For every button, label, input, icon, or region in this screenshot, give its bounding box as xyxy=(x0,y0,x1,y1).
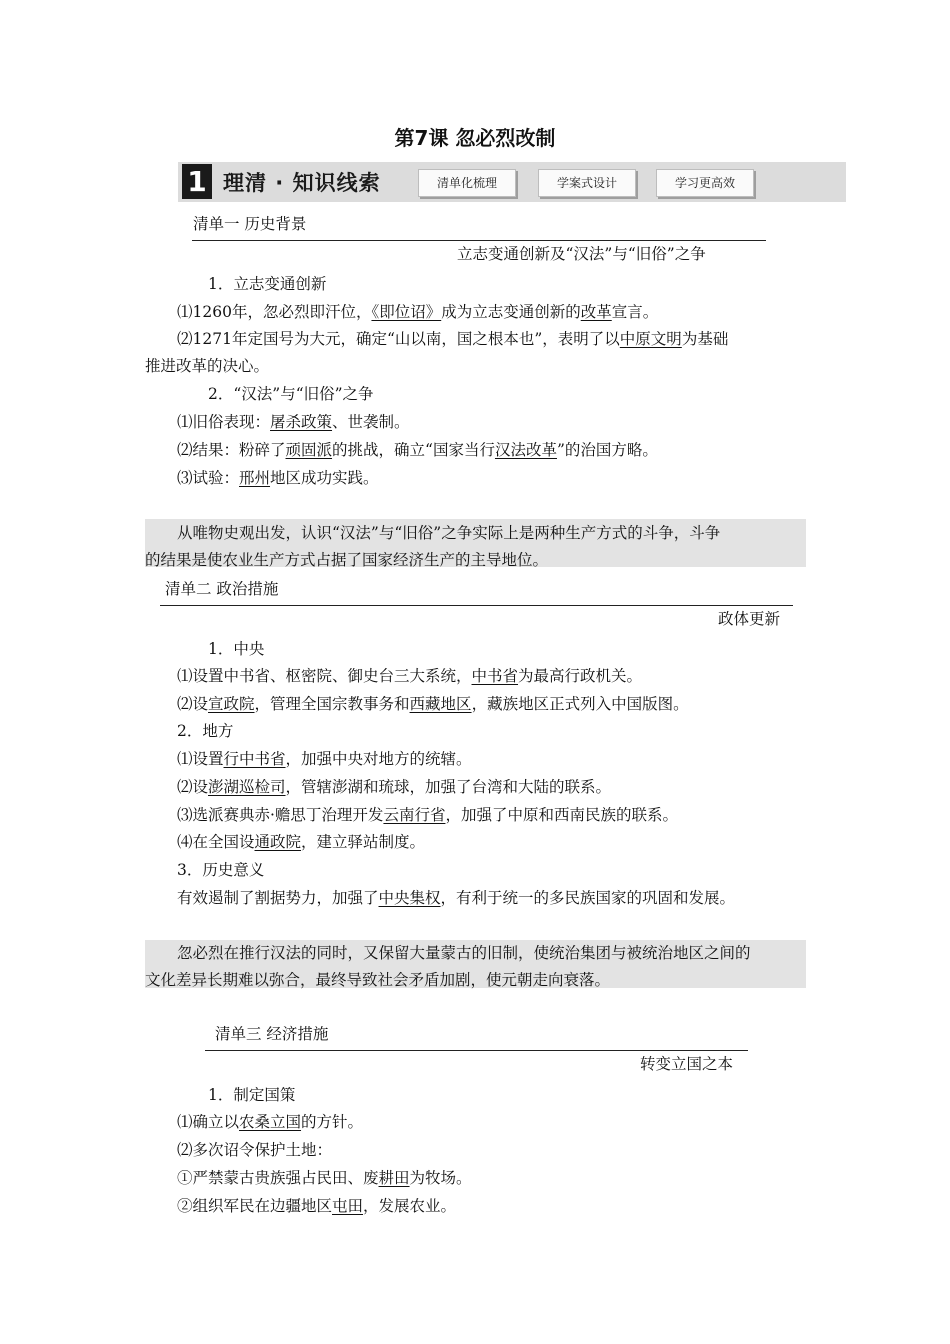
paragraph: ⑵多次诏令保护土地： xyxy=(177,1141,333,1159)
paragraph: ⑴旧俗表现：屠杀政策、世袭制。 xyxy=(177,413,410,431)
paragraph: ⑷在全国设通政院，建立驿站制度。 xyxy=(177,833,426,851)
banner-tag-2: 学案式设计 xyxy=(538,169,636,197)
note-text: 文化差异长期难以弥合，最终导致社会矛盾加剧，使元朝走向衰落。 xyxy=(145,971,611,989)
section-1-rule xyxy=(192,240,766,241)
list-item: 2．“汉法”与“旧俗”之争 xyxy=(208,385,374,403)
page-title: 第7课 忽必烈改制 xyxy=(394,126,556,150)
paragraph: ⑶试验：邢州地区成功实践。 xyxy=(177,469,379,487)
note-text: 从唯物史观出发，认识“汉法”与“旧俗”之争实际上是两种生产方式的斗争，斗争 xyxy=(177,524,721,542)
banner-tag-3: 学习更高效 xyxy=(656,169,754,197)
section-2-rule xyxy=(160,605,793,606)
section-3-subtitle: 转变立国之本 xyxy=(640,1055,734,1073)
list-item: 1．立志变通创新 xyxy=(208,275,327,293)
paragraph: ⑵设宣政院，管理全国宗教事务和西藏地区，藏族地区正式列入中国版图。 xyxy=(177,695,689,713)
section-1-subtitle: 立志变通创新及“汉法”与“旧俗”之争 xyxy=(457,245,706,263)
paragraph: ⑴1260年，忽必烈即汗位，《即位诏》成为立志变通创新的改革宣言。 xyxy=(177,303,659,321)
paragraph: ⑵设澎湖巡检司，管辖澎湖和琉球，加强了台湾和大陆的联系。 xyxy=(177,778,612,796)
list-item: 2．地方 xyxy=(177,722,234,740)
banner-heading: 理清 · 知识线索 xyxy=(223,171,381,195)
section-banner xyxy=(178,162,846,202)
note-text: 的结果是使农业生产方式占据了国家经济生产的主导地位。 xyxy=(145,551,549,569)
section-1-heading: 清单一 历史背景 xyxy=(193,215,307,233)
paragraph: ①严禁蒙古贵族强占民田、废耕田为牧场。 xyxy=(177,1169,472,1187)
section-2-subtitle: 政体更新 xyxy=(718,610,781,628)
paragraph: 有效遏制了割据势力，加强了中央集权，有利于统一的多民族国家的巩固和发展。 xyxy=(177,889,736,907)
section-3-heading: 清单三 经济措施 xyxy=(215,1025,329,1043)
list-item: 3．历史意义 xyxy=(177,861,265,879)
paragraph: ⑴设置中书省、枢密院、御史台三大系统，中书省为最高行政机关。 xyxy=(177,667,643,685)
paragraph: ⑴设置行中书省，加强中央对地方的统辖。 xyxy=(177,750,472,768)
banner-number: 1 xyxy=(182,164,212,199)
paragraph: 推进改革的决心。 xyxy=(145,357,270,375)
note-text: 忽必烈在推行汉法的同时，又保留大量蒙古的旧制，使统治集团与被统治地区之间的 xyxy=(177,944,751,962)
section-2-heading: 清单二 政治措施 xyxy=(165,580,279,598)
paragraph: ②组织军民在边疆地区屯田，发展农业。 xyxy=(177,1197,457,1215)
list-item: 1．制定国策 xyxy=(208,1086,296,1104)
list-item: 1．中央 xyxy=(208,640,265,658)
paragraph: ⑴确立以农桑立国的方针。 xyxy=(177,1113,364,1131)
banner-tag-1: 清单化梳理 xyxy=(418,169,516,197)
paragraph: ⑶选派赛典赤·赡思丁治理开发云南行省，加强了中原和西南民族的联系。 xyxy=(177,806,678,824)
paragraph: ⑵结果：粉碎了顽固派的挑战，确立“国家当行汉法改革”的治国方略。 xyxy=(177,441,658,459)
paragraph: ⑵1271年定国号为大元，确定“山以南，国之根本也”，表明了以中原文明为基础 xyxy=(177,330,729,348)
section-3-rule xyxy=(205,1050,748,1051)
